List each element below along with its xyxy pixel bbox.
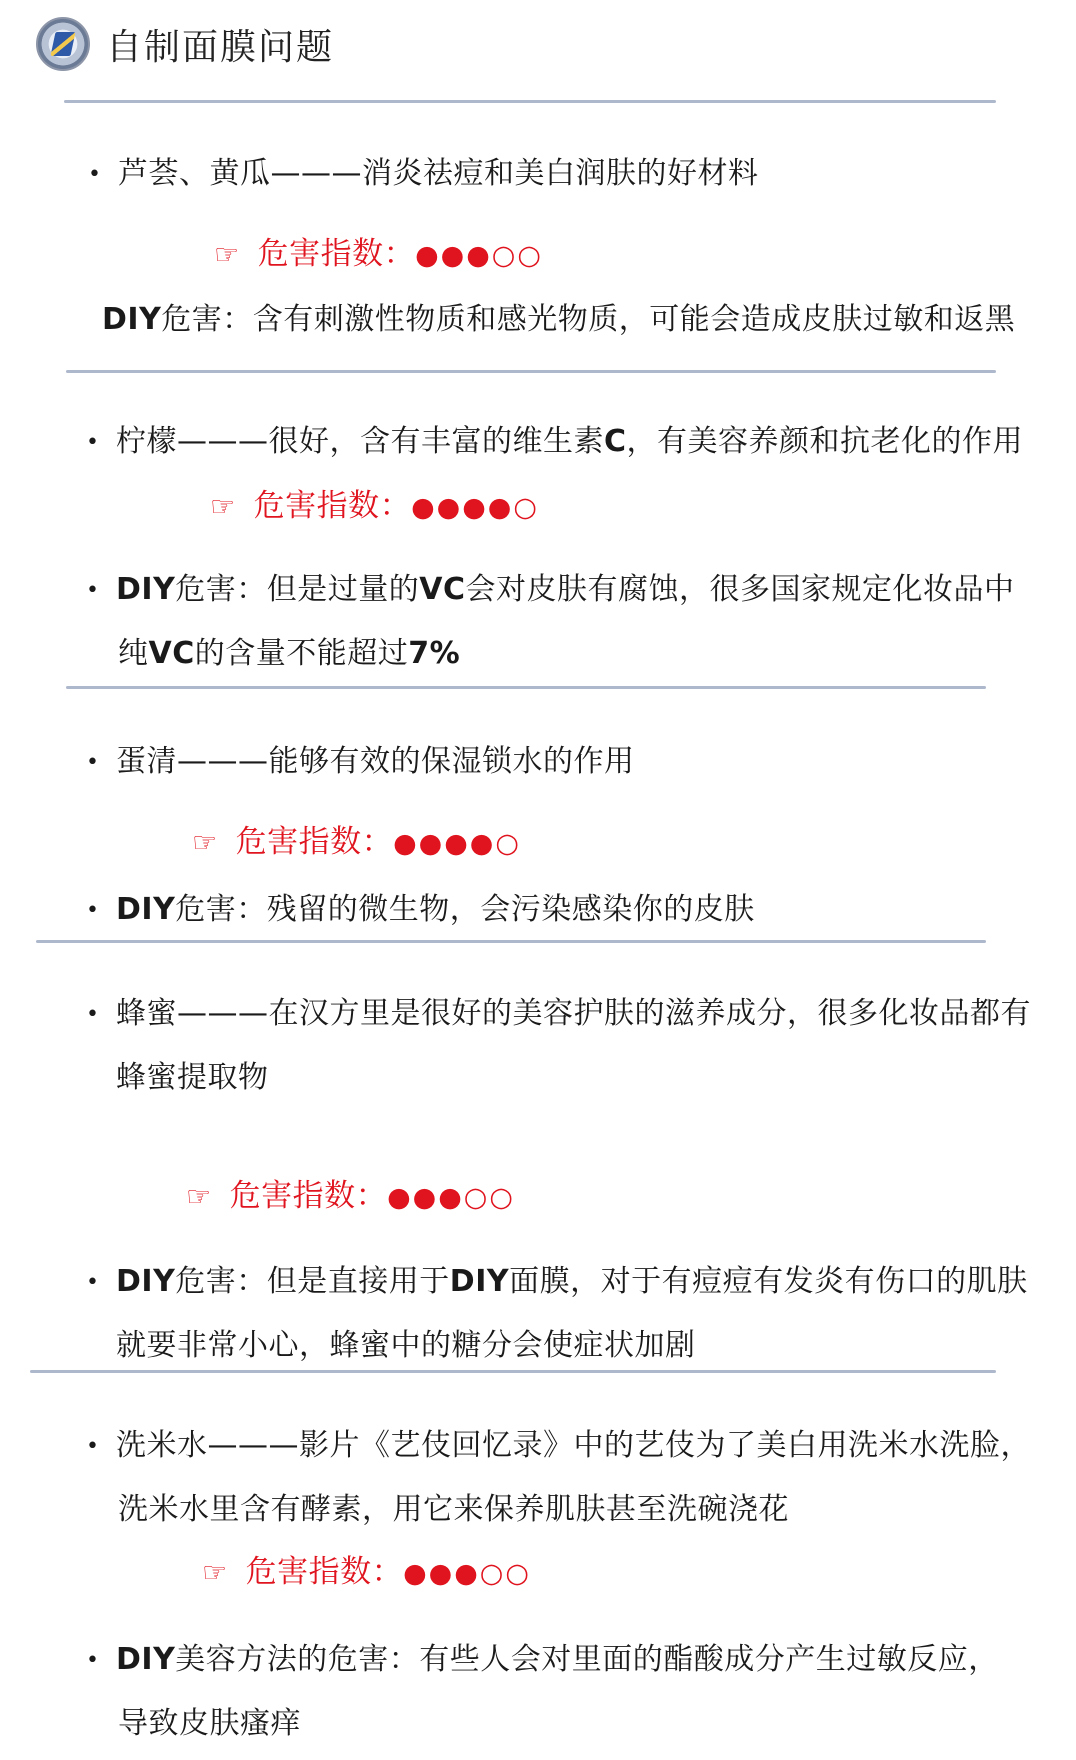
diy-text: 就要非常小心，蜂蜜中的糖分会使症状加剧 [116,1328,696,1363]
diy-text-bold: VC [148,636,195,671]
pointing-hand-icon: ☞ [202,1556,228,1589]
divider [64,100,996,103]
diy-harm-cont [118,1698,301,1742]
item-text: 蛋清———能够有效的保湿锁水的作用 [116,744,635,779]
diy-harm-cont [118,628,460,672]
danger-label: 危害指数： [235,824,394,860]
diy-prefix: DIY [116,1264,176,1299]
pointing-hand-icon: ☞ [210,490,236,523]
diy-harm [102,294,1015,338]
danger-rating [214,228,543,273]
pointing-hand-icon: ☞ [192,826,218,859]
danger-label: 危害指数： [257,236,416,272]
pointing-hand-icon: ☞ [186,1180,212,1213]
bullet-icon: • [86,578,100,603]
diy-text: 纯 [118,636,149,671]
list-item [86,736,635,780]
danger-dots: ●●●●○ [393,828,521,859]
diy-text-end: 面膜，对于有痘痘有发炎有伤口的肌肤 [509,1264,1028,1299]
danger-dots: ●●●○○ [387,1182,515,1213]
diy-text: 导致皮肤瘙痒 [118,1706,301,1741]
diy-text: 危害：但是直接用于 [175,1264,450,1299]
bullet-icon: • [86,1648,100,1673]
diy-prefix: DIY [116,1642,176,1677]
bullet-icon: • [88,162,102,187]
bullet-icon: • [86,1002,100,1027]
danger-rating [210,480,539,525]
diy-prefix: DIY [102,302,162,337]
diy-text-end: 会对皮肤有腐蚀，很多国家规定化妆品中 [465,572,1015,607]
danger-label: 危害指数： [253,488,412,524]
item-text: 蜂蜜提取物 [116,1060,269,1095]
item-text-bold: C [604,424,627,459]
diy-text: 的含量不能超过 [194,636,409,671]
divider [66,686,986,689]
diy-text-bold: 7% [408,636,461,671]
danger-dots: ●●●○○ [403,1558,531,1589]
page-title: 自制面膜问题 [106,26,335,68]
item-text: 洗米水———影片《艺伎回忆录》中的艺伎为了美白用洗米水洗脸， [116,1428,1031,1463]
diy-harm [86,1634,999,1678]
diy-text: 美容方法的危害：有些人会对里面的酯酸成分产生过敏反应， [175,1642,999,1677]
danger-label: 危害指数： [245,1554,404,1590]
item-text: 柠檬———很好，含有丰富的维生素 [116,424,604,459]
divider [66,370,996,373]
pointing-hand-icon: ☞ [214,238,240,271]
list-item-cont [116,1052,269,1096]
diy-text: 危害：但是过量的 [175,572,420,607]
diy-text-bold: DIY [449,1264,510,1299]
diy-harm [86,884,755,928]
diy-text-bold: VC [419,572,466,607]
diy-prefix: DIY [116,892,176,927]
bullet-icon: • [86,898,100,923]
divider [36,940,986,943]
danger-dots: ●●●●○ [411,492,539,523]
list-item [86,1420,1031,1464]
item-text: 芦荟、黄瓜———消炎祛痘和美白润肤的好材料 [118,156,759,191]
diy-harm-cont [116,1320,696,1364]
danger-rating [202,1546,531,1591]
slide-header [36,12,334,76]
danger-label: 危害指数： [229,1178,388,1214]
diy-harm [86,1256,1028,1300]
diy-text: 危害：含有刺激性物质和感光物质，可能会造成皮肤过敏和返黑 [161,302,1016,337]
danger-dots: ●●●○○ [415,240,543,271]
list-item [86,988,1031,1032]
bullet-icon: • [86,750,100,775]
list-item [88,148,759,192]
diy-text: 危害：残留的微生物，会污染感染你的皮肤 [175,892,755,927]
bullet-icon: • [86,1270,100,1295]
item-text: 蜂蜜———在汉方里是很好的美容护肤的滋养成分，很多化妆品都有 [116,996,1031,1031]
item-text-end: ，有美容养颜和抗老化的作用 [626,424,1024,459]
item-text: 洗米水里含有酵素，用它来保养肌肤甚至洗碗浇花 [118,1492,789,1527]
divider [30,1370,996,1373]
bullet-icon: • [86,1434,100,1459]
list-item-cont [118,1484,789,1528]
list-item [86,416,1023,460]
school-logo-icon [36,17,90,71]
bullet-icon: • [86,430,100,455]
danger-rating [192,816,521,861]
diy-harm [86,564,1015,608]
danger-rating [186,1170,515,1215]
diy-prefix: DIY [116,572,176,607]
